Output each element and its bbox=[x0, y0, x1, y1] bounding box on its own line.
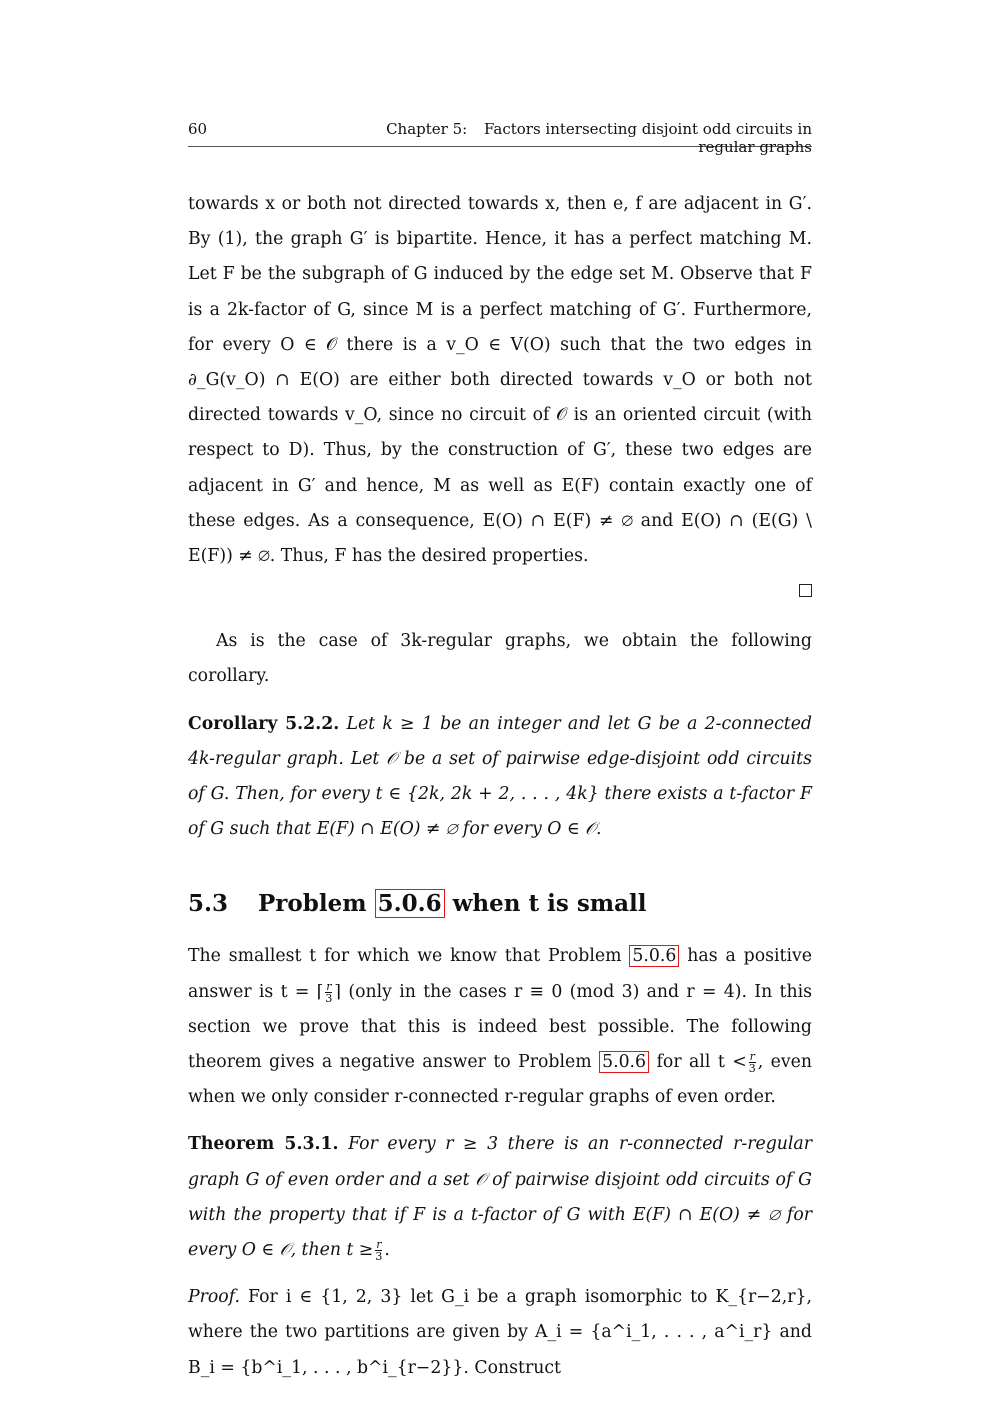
page-number: 60 bbox=[188, 120, 208, 138]
qed-square-icon bbox=[799, 584, 812, 597]
proof-text: For i ∈ {1, 2, 3} let G_i be a graph isomorphic to K_{r−2,r}, where the two partitions are given by A_i = {a^i_1, . . . , a^i_r} and B_i = {b^i_1, . . . , b^i_{r−2}}. Construct bbox=[188, 1287, 812, 1378]
theorem-text: For every r ≥ 3 there is an r-connected r-regular graph G of even order and a set 𝒪 of pairwise disjoint odd circuits of G with the property that if F is a t-factor of G with E(F) ∩ E(O) ≠ ∅ for every O ∈ 𝒪, then t ≥ bbox=[188, 1134, 812, 1261]
proof-label: Proof. bbox=[188, 1287, 240, 1308]
frac-den-b: 3 bbox=[748, 1062, 756, 1076]
chapter-label: Chapter 5: bbox=[386, 120, 468, 138]
fraction-r-over-3 bbox=[325, 981, 332, 1004]
theorem-label: Theorem 5.3.1. bbox=[188, 1134, 339, 1155]
section-number: 5.3 bbox=[188, 890, 229, 918]
page bbox=[188, 120, 812, 1386]
theorem-fraction bbox=[375, 1239, 382, 1262]
problem-ref-link-1[interactable]: 5.0.6 bbox=[629, 945, 679, 967]
section-paragraph bbox=[188, 939, 812, 1115]
theorem-end: . bbox=[384, 1240, 390, 1261]
theorem bbox=[188, 1127, 812, 1268]
section-title-suffix: when t is small bbox=[452, 890, 647, 918]
problem-ref-link-2[interactable]: 5.0.6 bbox=[599, 1051, 649, 1073]
section-title-prefix: Problem bbox=[258, 890, 367, 918]
frac-den: 3 bbox=[325, 991, 333, 1005]
section-text-2: has a positive answer is t = ⌈ bbox=[188, 946, 812, 1002]
section-text-4: for all t < bbox=[656, 1052, 747, 1073]
corollary-label: Corollary 5.2.2. bbox=[188, 713, 340, 734]
intro-sentence: As is the case of 3k-regular graphs, we obtain the following corollary. bbox=[188, 631, 812, 687]
qed-mark bbox=[188, 574, 812, 610]
proof-continuation: towards x or both not directed towards x, then e, f are adjacent in G′. By (1), the graph G′ is bipartite. Hence, it has a perfect matching M. Let F be the subgraph of G induced by the edge set M. Observe that F is a 2k-factor of G, since M is a perfect matching of G′. Furthermore, for every O ∈ 𝒪 there is a v_O ∈ V(O) such that the two edges in ∂_G(v_O) ∩ E(O) are either both directed towards v_O or both not directed towards v_O, since no circuit of 𝒪 is an oriented circuit (with respect to D). Thus, by the construction of G′, these two edges are adjacent in G′ and hence, M as well as E(F) contain exactly one of these edges. As a consequence, E(O) ∩ E(F) ≠ ∅ and E(O) ∩ (E(G) \ E(F)) ≠ ∅. Thus, F has the desired properties. bbox=[188, 194, 812, 567]
corollary bbox=[188, 707, 812, 848]
running-title bbox=[326, 120, 812, 156]
chapter-title: Factors intersecting disjoint odd circuits in regular graphs bbox=[483, 120, 812, 156]
theorem-frac-den: 3 bbox=[375, 1250, 383, 1264]
running-header bbox=[188, 120, 812, 156]
corollary-text: Let k ≥ 1 be an integer and let G be a 2-connected 4k-regular graph. Let 𝒪 be a set of pairwise edge-disjoint odd circuits of G. Then, for every t ∈ {2k, 2k + 2, . . . , 4k} there exists a t-factor F of G such that E(F) ∩ E(O) ≠ ∅ for every O ∈ 𝒪. bbox=[188, 713, 812, 840]
frac-num: r bbox=[326, 979, 332, 993]
proof bbox=[188, 1280, 812, 1386]
section-text-3: ⌉ (only in the cases r ≡ 0 (mod 3) and r = 4). In this section we prove that this is indeed best possible. The following theorem gives a negative answer to Problem bbox=[188, 981, 812, 1073]
theorem-frac-num: r bbox=[376, 1238, 382, 1252]
section-title-ref-link[interactable]: 5.0.6 bbox=[375, 889, 445, 918]
frac-num-b: r bbox=[749, 1050, 755, 1064]
section-text-5: , even when we only consider r-connected r-regular graphs of even order. bbox=[188, 1052, 812, 1108]
section-text-1: The smallest t for which we know that Problem bbox=[188, 946, 622, 967]
fraction-r-over-3-b bbox=[749, 1051, 756, 1074]
section-heading bbox=[188, 887, 812, 921]
